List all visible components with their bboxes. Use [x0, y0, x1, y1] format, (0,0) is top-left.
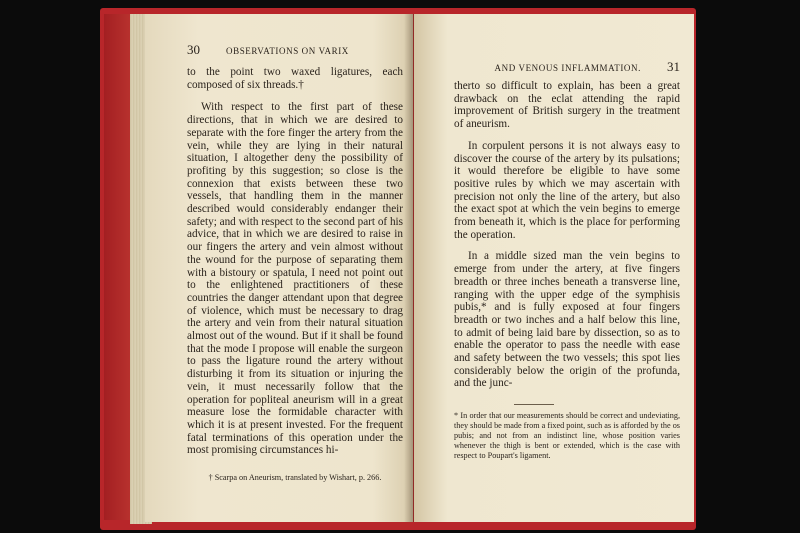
left-running-head	[187, 42, 403, 58]
right-page-number: 31	[667, 59, 680, 74]
left-running-title: OBSERVATIONS ON VARIX	[226, 46, 349, 56]
right-page	[414, 14, 694, 522]
left-paragraph-2: With respect to the first part of these directions, that in which we are desired to separate with the fore finger the artery from the vein, while they are lying in their natural situation, I altogether deny the possibility of profiting by this suggestion; so close is the connexion that exists between these two vessels, that handling them in the manner described would considerably endanger their safety; and with respect to the second part of his advice, that in which we are desired to raise in our fingers the artery and vein almost without the wound for the purpose of separating them with a bistoury or spatula, I need not point out to the enlightened practitioners of these countries the danger attendant upon that degree of violence, which must be necessary to drag the artery and vein from their natural situation almost out of the wound. But if it shall be found that the mode I propose will enable the surgeon to pass the ligature round the artery without disturbing it from its situation or injuring the vein, it must necessarily follow that the operation for popliteal aneurism will in a great measure lose the formidable character with which it is at present invested. For the frequent fatal terminations of this operation under the most promising circumstances hi-	[187, 101, 403, 457]
right-running-title: AND VENOUS INFLAMMATION.	[494, 63, 641, 73]
right-running-head	[454, 59, 680, 75]
right-paragraph-1: therto so difficult to explain, has been a great drawback on the eclat attending the rapid improvement of British surgery in the treatment of aneurism.	[454, 80, 680, 131]
footnote-divider	[514, 404, 554, 405]
left-body-text	[187, 66, 403, 457]
right-paragraph-2: In corpulent persons it is not always easy to discover the course of the artery by its pulsations; it would therefore be eligible to have some positive rules by which we may ascertain with precision not only the line of the artery, but also the exact spot at which the vein begins to emerge from beneath it, which is the place for performing the operation.	[454, 139, 680, 241]
right-paragraph-3: In a middle sized man the vein begins to emerge from under the artery, at five fingers breadth or three inches beneath a transverse line, ranging with the upper edge of the symphisis pubis,* and is fully exposed at four fingers breadth or two inches and a half below this line, to admit of being laid bare by dissection, so as to enable the operator to pass the needle with ease and safety between the two vessels; this spot lies considerably below the origin of the profunda, and the junc-	[454, 250, 680, 390]
left-page-number: 30	[187, 42, 200, 57]
book	[100, 4, 696, 530]
left-footnote: † Scarpa on Aneurism, translated by Wishart, p. 266.	[208, 473, 382, 483]
right-footnote: * In order that our measurements should be correct and undeviating, they should be made from a fixed point, such as is afforded by the os pubis; and not from an indistinct line, whose position varies whenever the thigh is bent or extended, which is the case with respect to Poupart's ligament.	[454, 411, 680, 461]
left-paragraph-1: to the point two waxed ligatures, each composed of six threads.†	[187, 66, 403, 91]
right-body-text	[454, 80, 680, 390]
left-page	[145, 14, 413, 522]
